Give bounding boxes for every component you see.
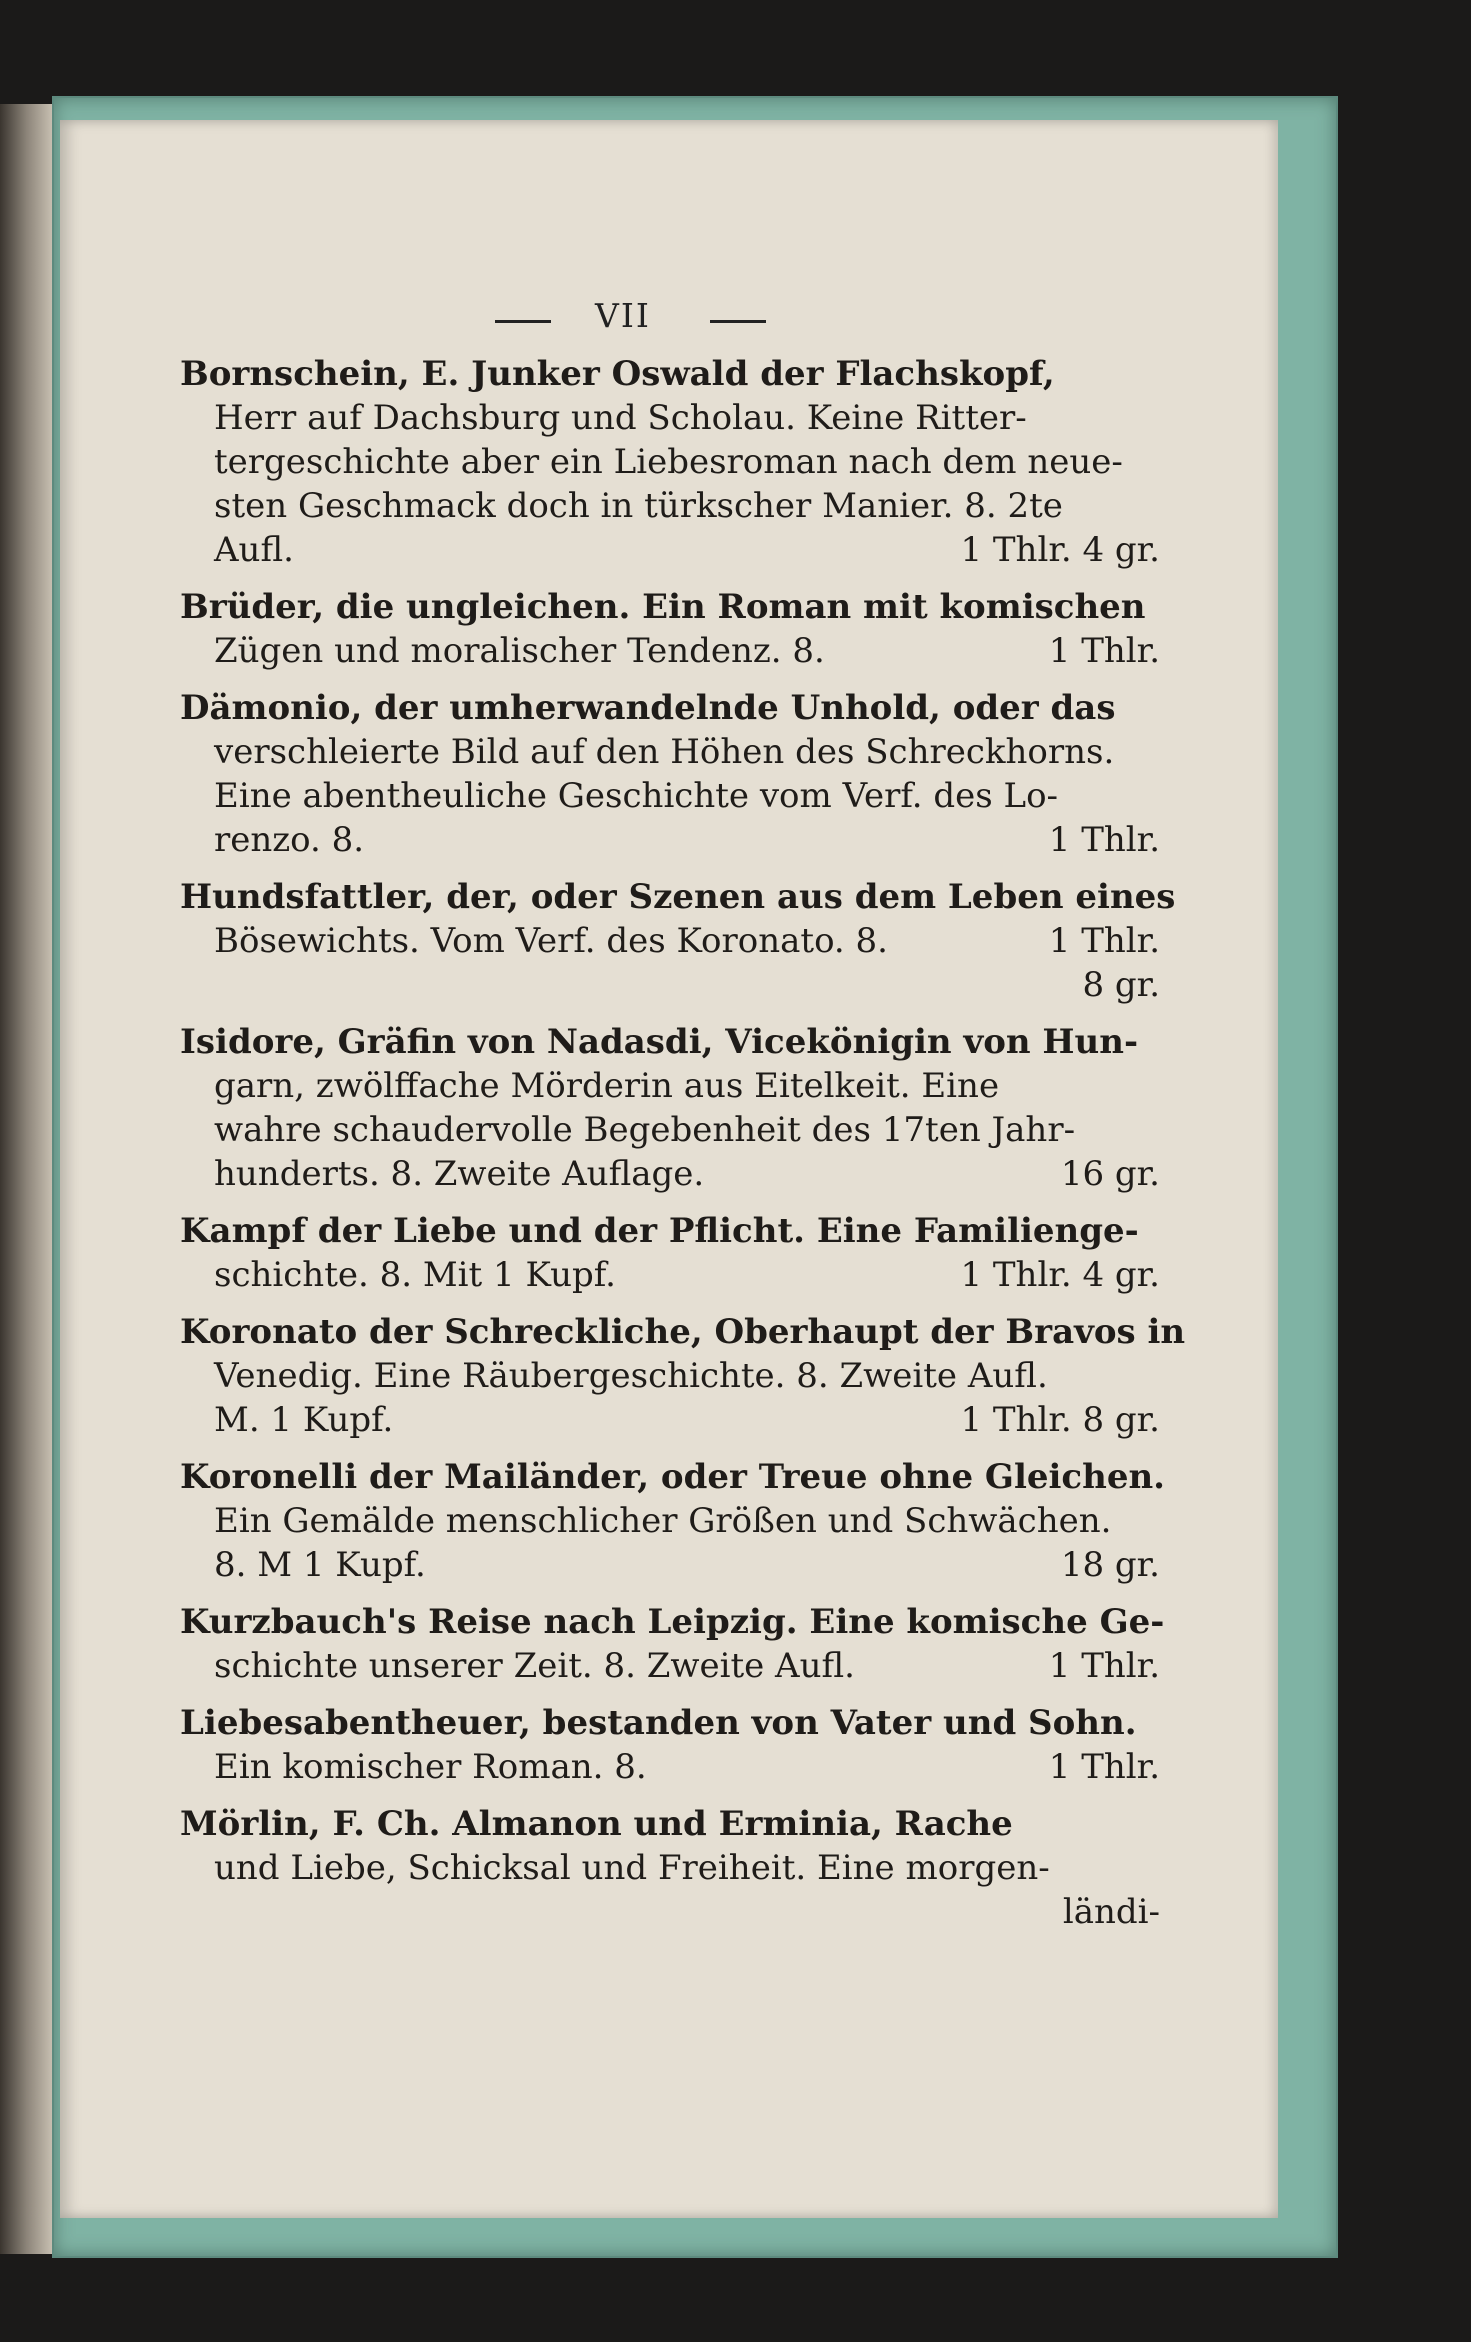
entry-price: 8 gr. — [1082, 965, 1160, 1005]
entry-text: sten Geschmack doch in türkscher Manier. 8. 2te — [214, 486, 1063, 526]
entry-line — [180, 1064, 1160, 1108]
entry-price: 1 Thlr. — [1048, 820, 1160, 860]
entry-line — [180, 585, 1160, 629]
catalog-entry — [180, 1802, 1160, 1934]
entry-text: Hundsfattler, der, oder Szenen aus dem Leben eines — [180, 877, 1176, 917]
entry-text: Kurzbauch's Reise nach Leipzig. Eine komische Ge- — [180, 1602, 1165, 1642]
entry-line — [180, 919, 1160, 963]
entry-price: 1 Thlr. — [1048, 1646, 1160, 1686]
entry-text: 8. M 1 Kupf. — [214, 1545, 426, 1585]
entry-line — [180, 629, 1160, 673]
catalog-entry — [180, 1020, 1160, 1196]
entry-text: Koronelli der Mailänder, oder Treue ohne Gleichen. — [180, 1457, 1166, 1497]
entry-text: Brüder, die ungleichen. Ein Roman mit komischen — [180, 587, 1146, 627]
entry-line — [180, 1600, 1165, 1644]
entry-text: garn, zwölffache Mörderin aus Eitelkeit. Eine — [214, 1066, 1000, 1106]
catalog-entry — [180, 1701, 1160, 1789]
entry-price: 1 Thlr. 4 gr. — [960, 530, 1160, 570]
page-number: VII — [595, 296, 651, 335]
entry-line — [180, 1802, 1160, 1846]
entry-line — [180, 396, 1160, 440]
entry-line — [180, 1701, 1160, 1745]
catalog-entry — [180, 1455, 1166, 1587]
entry-line — [180, 1108, 1160, 1152]
entry-line — [180, 1455, 1166, 1499]
entry-text: M. 1 Kupf. — [214, 1400, 394, 1440]
entry-text: Eine abentheuliche Geschichte vom Verf. des Lo- — [214, 776, 1059, 816]
entry-line — [180, 1152, 1160, 1196]
entry-text: Venedig. Eine Räubergeschichte. 8. Zweite Aufl. — [214, 1356, 1048, 1396]
entry-text: wahre schaudervolle Begebenheit des 17ten Jahr- — [214, 1110, 1076, 1150]
entry-text: schichte. 8. Mit 1 Kupf. — [214, 1255, 616, 1295]
entry-line — [180, 774, 1160, 818]
entry-price: 1 Thlr. — [1048, 1747, 1160, 1787]
catalog-entry — [180, 585, 1160, 673]
entry-line — [180, 1209, 1160, 1253]
entry-line — [180, 1543, 1160, 1587]
entry-text: Liebesabentheuer, bestanden von Vater und Sohn. — [180, 1703, 1137, 1743]
catalog-entries — [180, 352, 1186, 1947]
entry-line — [180, 1310, 1186, 1354]
entry-text: verschleierte Bild auf den Höhen des Schreckhorns. — [214, 732, 1115, 772]
entry-text: Ein komischer Roman. 8. — [214, 1747, 647, 1787]
catalog-entry — [180, 1600, 1165, 1688]
entry-text: Ein Gemälde menschlicher Größen und Schwächen. — [214, 1501, 1112, 1541]
entry-line — [180, 1644, 1160, 1688]
entry-line — [180, 730, 1160, 774]
entry-text: renzo. 8. — [214, 820, 365, 860]
catalog-entry — [180, 1209, 1160, 1297]
entry-line — [180, 1253, 1160, 1297]
entry-line — [180, 440, 1160, 484]
entry-line — [180, 1890, 1160, 1934]
entry-text: Zügen und moralischer Tendenz. 8. — [214, 631, 825, 671]
book-page — [60, 120, 1278, 2218]
entry-text: hunderts. 8. Zweite Auflage. — [214, 1154, 705, 1194]
entry-text: Mörlin, F. Ch. Almanon und Erminia, Rache — [180, 1804, 1013, 1844]
catalog-entry — [180, 686, 1160, 862]
entry-line — [180, 818, 1160, 862]
entry-line — [180, 963, 1160, 1007]
catalog-entry — [180, 352, 1160, 572]
entry-text: Herr auf Dachsburg und Scholau. Keine Ritter- — [214, 398, 1027, 438]
header-dash-right — [710, 320, 766, 323]
entry-price: 18 gr. — [1060, 1545, 1160, 1585]
entry-text: Dämonio, der umherwandelnde Unhold, oder das — [180, 688, 1116, 728]
entry-line — [180, 484, 1160, 528]
entry-text: Bornschein, E. Junker Oswald der Flachskopf, — [180, 354, 1055, 394]
entry-line — [180, 875, 1176, 919]
left-page-edge — [0, 104, 60, 2254]
entry-line — [180, 1499, 1160, 1543]
entry-line — [180, 1846, 1160, 1890]
entry-line — [180, 1745, 1160, 1789]
entry-price: 1 Thlr. 4 gr. — [960, 1255, 1160, 1295]
entry-text: schichte unserer Zeit. 8. Zweite Aufl. — [214, 1646, 855, 1686]
entry-line — [180, 686, 1160, 730]
entry-price: 1 Thlr. — [1048, 631, 1160, 671]
entry-text: Kampf der Liebe und der Pflicht. Eine Familienge- — [180, 1211, 1139, 1251]
entry-line — [180, 352, 1160, 396]
entry-text: Bösewichts. Vom Verf. des Koronato. 8. — [214, 921, 888, 961]
catalog-entry — [180, 875, 1176, 1007]
entry-price: 16 gr. — [1060, 1154, 1160, 1194]
entry-text: Isidore, Gräfin von Nadasdi, Vicekönigin von Hun- — [180, 1022, 1139, 1062]
entry-price: 1 Thlr. — [1048, 921, 1160, 961]
entry-text: tergeschichte aber ein Liebesroman nach dem neue- — [214, 442, 1123, 482]
entry-line — [180, 1020, 1160, 1064]
entry-price: ländi- — [1062, 1892, 1160, 1932]
entry-line — [180, 1398, 1160, 1442]
entry-price: 1 Thlr. 8 gr. — [960, 1400, 1160, 1440]
catalog-entry — [180, 1310, 1186, 1442]
entry-line — [180, 528, 1160, 572]
entry-text: Koronato der Schreckliche, Oberhaupt der Bravos in — [180, 1312, 1186, 1352]
entry-text: und Liebe, Schicksal und Freiheit. Eine morgen- — [214, 1848, 1050, 1888]
header-dash-left — [495, 320, 551, 323]
entry-text: Aufl. — [214, 530, 294, 570]
entry-line — [180, 1354, 1160, 1398]
